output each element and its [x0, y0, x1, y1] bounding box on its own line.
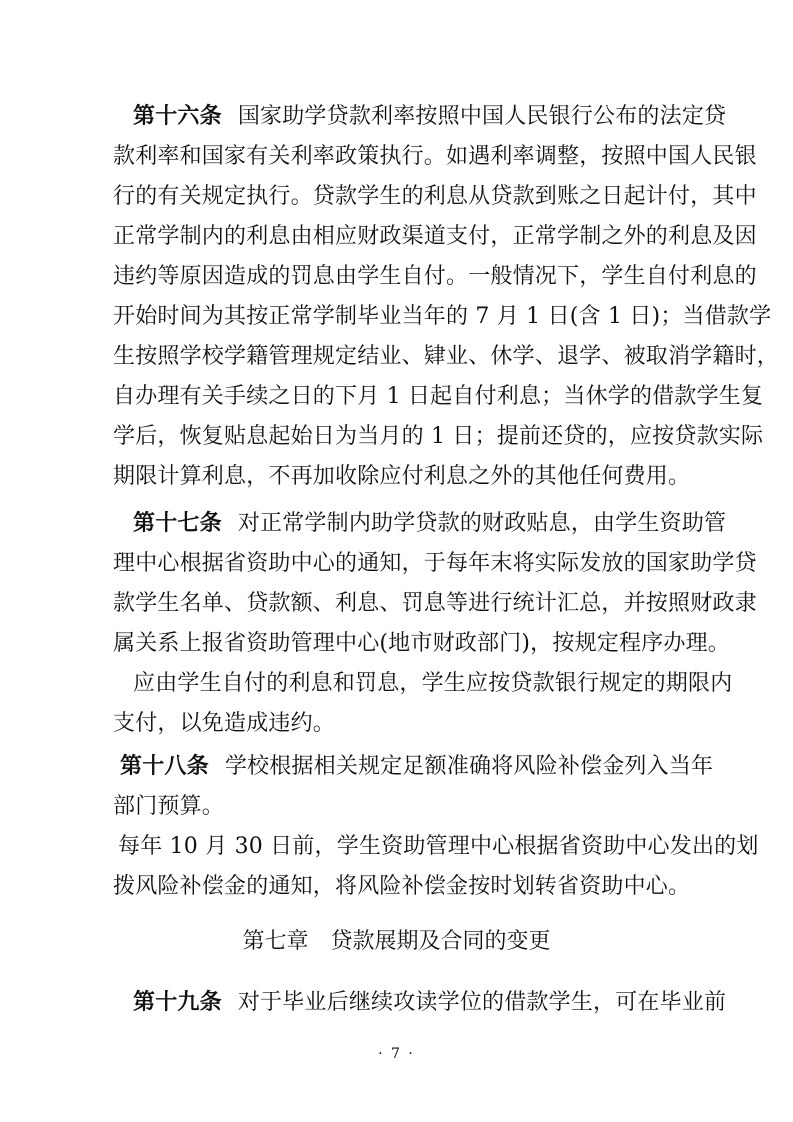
article-16-line-6: 开始时间为其按正常学制毕业当年的 7 月 1 日(含 1 日)；当借款学	[113, 304, 772, 329]
page-number: · 7 ·	[378, 1046, 415, 1062]
article-16-line-2: 款利率和国家有关利率政策执行。如遇利率调整，按照中国人民银	[113, 144, 757, 169]
article-16-line-10: 期限计算利息，不再加收除应付利息之外的其他任何费用。	[113, 464, 691, 489]
article-16-line-8: 自办理有关手续之日的下月 1 日起自付利息；当休学的借款学生复	[113, 384, 764, 409]
article-17-line-2: 理中心根据省资助中心的通知，于每年末将实际发放的国家助学贷	[113, 551, 757, 576]
article-18-para2-line-1: 每年 10 月 30 日前，学生资助管理中心根据省资助中心发出的划	[118, 834, 759, 859]
article-16-heading: 第十六条	[133, 104, 222, 129]
article-16-line-1: 第十六条 国家助学贷款利率按照中国人民银行公布的法定贷	[133, 104, 727, 129]
article-18-para2-line-2: 拨风险补偿金的通知，将风险补偿金按时划转省资助中心。	[113, 874, 691, 899]
article-19-line-1: 第十九条 对于毕业后继续攻读学位的借款学生，可在毕业前	[133, 990, 727, 1015]
article-18-line-1: 第十八条 学校根据相关规定足额准确将风险补偿金列入当年	[120, 754, 714, 779]
article-17-para2-line-2: 支付，以免造成违约。	[113, 711, 336, 736]
article-17-heading: 第十七条	[133, 511, 222, 536]
chapter-name: 贷款展期及合同的变更	[330, 929, 551, 954]
article-19-heading: 第十九条	[133, 990, 222, 1015]
article-18-line-2: 部门预算。	[113, 794, 225, 819]
article-16-line-5: 违约等原因造成的罚息由学生自付。一般情况下，学生自付利息的	[113, 264, 757, 289]
article-17-line-4: 属关系上报省资助管理中心(地市财政部门)，按规定程序办理。	[113, 631, 730, 656]
article-16-line-9: 学后，恢复贴息起始日为当月的 1 日；提前还贷的，应按贷款实际	[113, 424, 764, 449]
chapter-number: 第七章	[242, 929, 309, 954]
article-18-heading: 第十八条	[120, 754, 209, 779]
article-17-para2-line-1: 应由学生自付的利息和罚息，学生应按贷款银行规定的期限内	[133, 671, 733, 696]
article-16-line-7: 生按照学校学籍管理规定结业、肄业、休学、退学、被取消学籍时，	[113, 344, 780, 369]
article-16-line-3: 行的有关规定执行。贷款学生的利息从贷款到账之日起计付，其中	[113, 184, 757, 209]
article-17-line-1: 第十七条 对正常学制内助学贷款的财政贴息，由学生资助管	[133, 511, 727, 536]
article-16-line-4: 正常学制内的利息由相应财政渠道支付，正常学制之外的利息及因	[113, 224, 757, 249]
chapter-title	[0, 925, 793, 959]
article-17-line-3: 款学生名单、贷款额、利息、罚息等进行统计汇总，并按照财政隶	[113, 591, 757, 616]
